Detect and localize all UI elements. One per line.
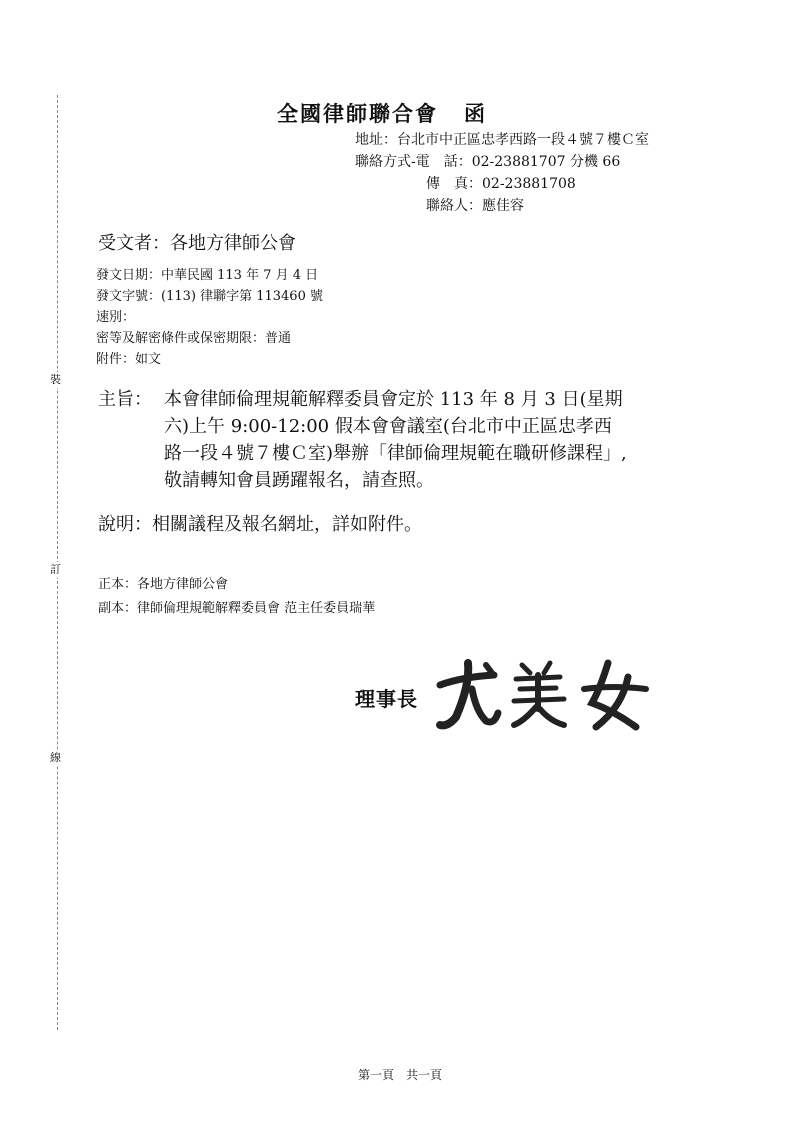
page-footer: 第一頁 共一頁 xyxy=(357,1068,442,1082)
document-type: 函 xyxy=(464,101,487,126)
binding-mark-ding: 訂 xyxy=(50,563,61,576)
address-line: 地址：台北市中正區忠孝西路一段４號７樓Ｃ室 xyxy=(355,132,649,148)
secrecy-level: 密等及解密條件或保密期限：普通 xyxy=(96,331,292,346)
signatory-title: 理事長 xyxy=(355,687,418,711)
signature-image xyxy=(432,655,662,735)
organization-name: 全國律師聯合會 xyxy=(277,101,438,126)
main-copy: 正本：各地方律師公會 xyxy=(98,577,229,592)
subject-line: 路一段４號７樓Ｃ室)舉辦「律師倫理規範在職研修課程」, xyxy=(164,443,627,464)
copies-section xyxy=(98,573,375,621)
fax-line: 傳 真：02-23881708 xyxy=(426,176,576,192)
subject-section xyxy=(98,386,698,494)
binding-mark-zhuang: 裝 xyxy=(50,373,61,386)
carbon-copy: 副本：律師倫理規範解釋委員會 范主任委員瑞華 xyxy=(98,601,376,616)
subject-line: 六)上午 9:00-12:00 假本會會議室(台北市中正區忠孝西 xyxy=(164,416,612,437)
issue-date: 發文日期：中華民國 113 年 7 月 4 日 xyxy=(96,268,319,283)
document-number: 發文字號：(113) 律聯字第 113460 號 xyxy=(96,289,323,304)
document-meta xyxy=(96,265,323,370)
binding-mark-xian: 線 xyxy=(50,751,61,764)
subject-label: 主旨： xyxy=(98,389,152,410)
attachment-note: 附件：如文 xyxy=(96,352,162,367)
phone-line: 聯絡方式-電 話：02-23881707 分機 66 xyxy=(355,154,621,170)
subject-line: 本會律師倫理規範解釋委員會定於 113 年 8 月 3 日(星期 xyxy=(164,389,623,410)
description: 說明：相關議程及報名網址，詳如附件。 xyxy=(98,514,422,535)
subject-line: 敬請轉知會員踴躍報名，請查照。 xyxy=(164,470,434,491)
recipient: 受文者：各地方律師公會 xyxy=(98,233,296,254)
speed-class: 速別： xyxy=(96,310,136,325)
contact-line: 聯絡人：應佳容 xyxy=(426,198,524,214)
document-title xyxy=(277,98,487,128)
